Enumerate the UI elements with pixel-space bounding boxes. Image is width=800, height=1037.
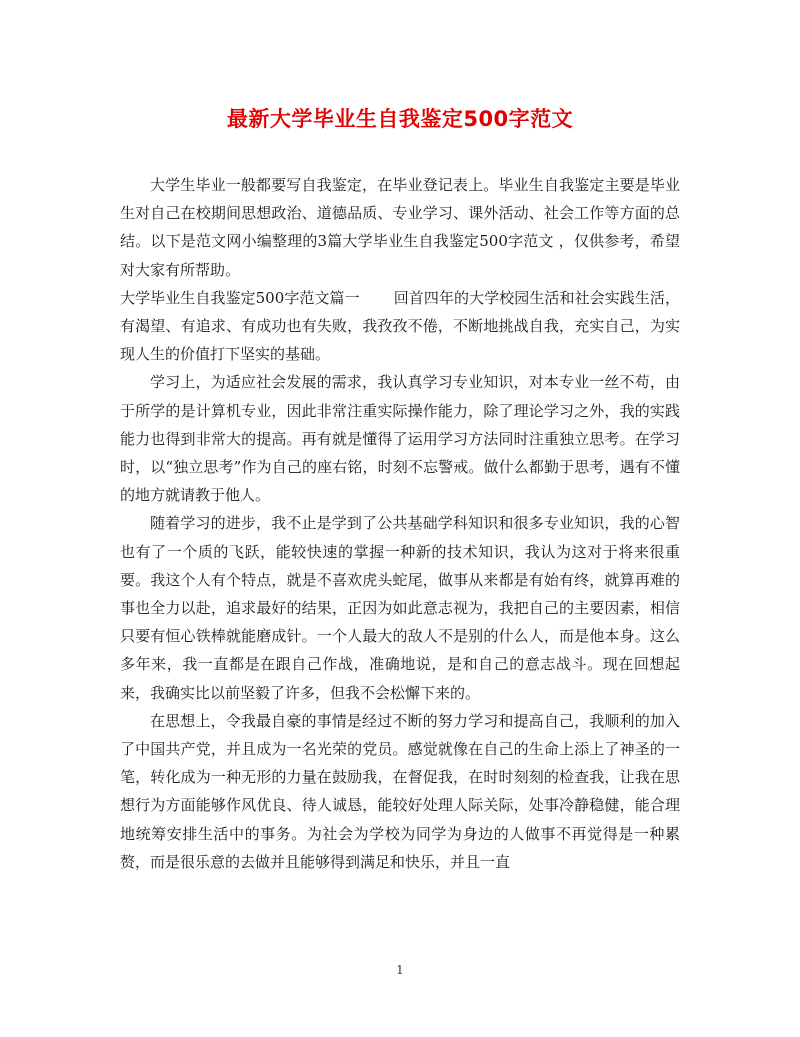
document-body	[120, 171, 680, 876]
section-paragraph	[120, 284, 680, 369]
page-number: 1	[396, 963, 404, 977]
section-first-paragraph: 回首四年的大学校园生活和社会实践生活，有渴望、有追求、有成功也有失败，我孜孜不倦，不断地挑战自我，充实自己，为实现人生的价值打下坚实的基础。	[120, 288, 680, 364]
intro-paragraph: 大学生毕业一般都要写自我鉴定，在毕业登记表上。毕业生自我鉴定主要是毕业生对自己在校期间思想政治、道德品质、专业学习、课外活动、社会工作等方面的总结。以下是范文网小编整理的3篇大学毕业生自我鉴定500字范文 ，仅供参考，希望对大家有所帮助。	[120, 176, 680, 279]
paragraph-progress: 随着学习的进步，我不止是学到了公共基础学科知识和很多专业知识，我的心智也有了一个质的飞跃，能较快速的掌握一种新的技术知识，我认为这对于将来很重要。我这个人有个特点，就是不喜欢虎头蛇尾，做事从来都是有始有终，就算再难的事也全力以赴，追求最好的结果，正因为如此意志视为，我把自己的主要因素，相信只要有恒心铁棒就能磨成针。一个人最大的敌人不是别的什么人，而是他本身。这么多年来，我一直都是在跟自己作战，准确地说，是和自己的意志战斗。现在回想起来，我确实比以前坚毅了许多，但我不会松懈下来的。	[120, 514, 680, 702]
page-title: 最新大学毕业生自我鉴定500字范文	[226, 107, 574, 131]
paragraph-thought: 在思想上，令我最自豪的事情是经过不断的努力学习和提高自己，我顺利的加入了中国共产党，并且成为一名光荣的党员。感觉就像在自己的生命上添上了神圣的一笔，转化成为一种无形的力量在鼓励我，在督促我，在时时刻刻的检查我，让我在思想行为方面能够作风优良、待人诚恳，能较好处理人际关际，处事冷静稳健，能合理地统筹安排生活中的事务。为社会为学校为同学为身边的人做事不再觉得是一种累赘，而是很乐意的去做并且能够得到满足和快乐，并且一直	[120, 711, 680, 871]
section-heading: 大学毕业生自我鉴定500字范文篇一	[120, 288, 360, 307]
paragraph-study: 学习上，为适应社会发展的需求，我认真学习专业知识，对本专业一丝不苟，由于所学的是计算机专业，因此非常注重实际操作能力，除了理论学习之外，我的实践能力也得到非常大的提高。再有就是懂得了运用学习方法同时注重独立思考。在学习时，以“独立思考”作为自己的座右铭，时刻不忘警戒。做什么都勤于思考，遇有不懂的地方就请教于他人。	[120, 373, 680, 505]
